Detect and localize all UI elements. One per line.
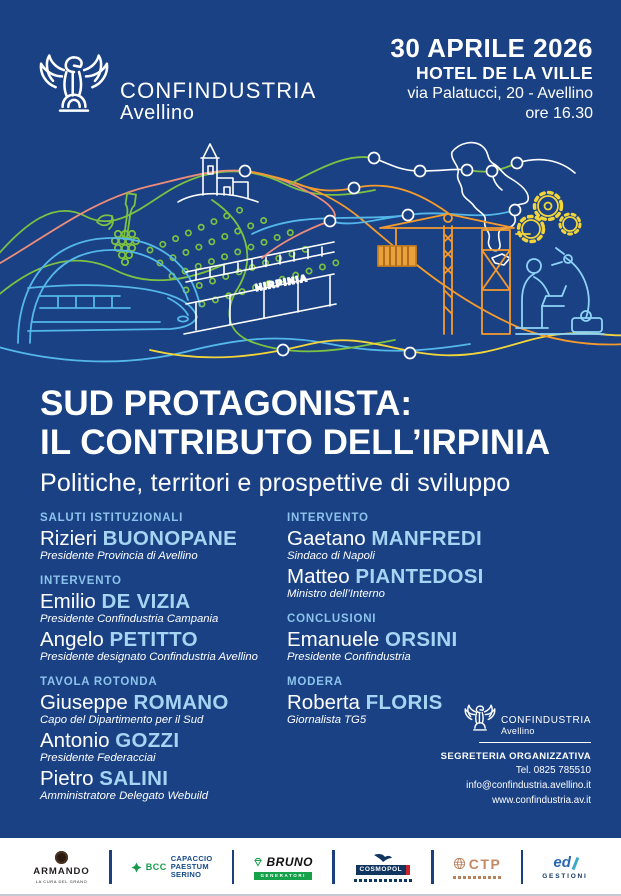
sponsor-divider xyxy=(109,850,112,884)
speaker-role: Presidente Confindustria xyxy=(287,651,411,663)
speaker-entry xyxy=(287,566,596,601)
program-section-label: TAVOLA ROTONDA xyxy=(40,676,158,688)
program-section-label: CONCLUSIONI xyxy=(287,613,377,625)
program-section-label: INTERVENTO xyxy=(287,512,369,524)
speaker-role: Presidente Provincia di Avellino xyxy=(40,550,198,562)
cosmopol-eagle-icon xyxy=(373,853,393,863)
line-art-illustration xyxy=(0,138,621,375)
speaker-last-name: FLORIS xyxy=(365,691,443,714)
program-section-label: INTERVENTO xyxy=(40,575,122,587)
secretariat-heading: SEGRETERIA ORGANIZZATIVA xyxy=(440,751,591,762)
confindustria-logo xyxy=(36,28,317,124)
sponsors-bar xyxy=(0,838,621,896)
speaker-role: Giornalista TG5 xyxy=(287,714,367,726)
title-line-2: IL CONTRIBUTO DELL’IRPINIA xyxy=(40,423,551,463)
secretariat-website: www.confindustria.av.it xyxy=(492,794,591,806)
ctp-name: CTP xyxy=(468,855,502,872)
speaker-first-name: Gaetano xyxy=(287,527,366,550)
speaker-first-name: Emilio xyxy=(40,590,96,613)
eagle-icon xyxy=(36,44,112,124)
event-info xyxy=(390,34,593,124)
eagle-icon xyxy=(463,700,497,736)
speaker-first-name: Giuseppe xyxy=(40,691,128,714)
speaker-role: Sindaco di Napoli xyxy=(287,550,375,562)
sponsor-cosmopol xyxy=(354,853,412,882)
secretariat-email: info@confindustria.avellino.it xyxy=(466,779,591,791)
bcc-text xyxy=(171,855,213,880)
speaker-entry xyxy=(40,591,287,626)
speaker-first-name: Roberta xyxy=(287,691,360,714)
speaker-last-name: PIANTEDOSI xyxy=(355,565,484,588)
station-illustration xyxy=(184,242,336,334)
cosmopol-name: COSMOPOL xyxy=(356,865,411,875)
contact-logo-city: Avellino xyxy=(500,725,535,736)
speaker-last-name: ROMANO xyxy=(133,691,229,714)
speaker-last-name: SALINI xyxy=(99,767,169,790)
station-sign-text: HIRPINIA xyxy=(254,272,310,294)
contact-logo-org: CONFINDUSTRIA xyxy=(500,714,591,726)
ed-tagline: GESTIONI xyxy=(542,872,588,880)
sponsor-divider xyxy=(431,850,434,884)
speaker-role: Ministro dell’Interno xyxy=(287,588,385,600)
bcc-logo-icon xyxy=(131,862,142,873)
logo-text xyxy=(120,79,317,124)
bruno-name: BRUNO xyxy=(266,854,313,869)
cosmopol-tagline-bar xyxy=(354,879,412,882)
logo-org: CONFINDUSTRIA xyxy=(120,78,317,104)
armando-logo-icon xyxy=(55,851,68,864)
title-block xyxy=(40,384,550,498)
ed-slash-icon xyxy=(572,857,579,870)
speaker-first-name: Emanuele xyxy=(287,628,380,651)
sponsor-ctp xyxy=(453,856,502,879)
speaker-entry xyxy=(40,629,287,664)
bcc-line3: SERINO xyxy=(170,870,202,880)
wine-grapes-illustration xyxy=(97,193,139,265)
bruno-diamond-icon xyxy=(253,857,263,867)
bcc-line2: PAESTUM xyxy=(170,861,209,871)
sponsor-armando xyxy=(33,851,90,884)
armando-name: ARMANDO xyxy=(33,865,90,877)
bruno-tagline: GENERATORI xyxy=(254,872,312,880)
speaker-entry xyxy=(40,768,287,803)
speaker-first-name: Matteo xyxy=(287,565,350,588)
logo-city: Avellino xyxy=(120,102,195,125)
sponsor-divider xyxy=(332,850,335,884)
speaker-role: Capo del Dipartimento per il Sud xyxy=(40,714,204,726)
sponsor-ed-gestioni xyxy=(542,855,587,880)
sponsor-bcc xyxy=(131,855,213,880)
sponsor-bruno xyxy=(253,855,313,880)
secretariat-phone: Tel. 0825 785510 xyxy=(515,765,591,777)
bcc-line1: CAPACCIO xyxy=(170,853,213,863)
speaker-first-name: Rizieri xyxy=(40,527,97,550)
network-lines xyxy=(252,157,575,258)
speaker-role: Presidente designato Confindustria Avellino xyxy=(40,651,258,663)
contact-divider xyxy=(479,742,591,743)
speaker-role: Presidente Confindustria Campania xyxy=(40,613,219,625)
header xyxy=(36,28,593,124)
speaker-entry xyxy=(40,528,287,563)
event-date: 30 APRILE 2026 xyxy=(390,33,593,63)
contact-logo xyxy=(421,700,591,736)
speaker-role: Presidente Federacciai xyxy=(40,752,156,764)
speaker-role: Amministratore Delegato Webuild xyxy=(40,790,209,802)
bcc-name: BCC xyxy=(145,862,167,872)
speaker-last-name: ORSINI xyxy=(385,628,458,651)
program-left-column xyxy=(40,512,287,806)
speaker-first-name: Antonio xyxy=(40,729,110,752)
speaker-entry xyxy=(40,730,287,765)
tunnel-illustration xyxy=(18,238,200,343)
speaker-first-name: Pietro xyxy=(40,767,94,790)
train-illustration xyxy=(28,285,197,331)
subtitle: Politiche, territori e prospettive di sviluppo xyxy=(40,469,511,498)
speaker-last-name: PETITTO xyxy=(109,628,198,651)
sponsor-divider xyxy=(521,850,524,884)
ctp-tagline-bar xyxy=(453,876,501,879)
ed-name: ed xyxy=(553,853,571,871)
speaker-last-name: MANFREDI xyxy=(371,527,482,550)
ctp-globe-icon xyxy=(453,857,466,870)
program-section-label: MODERA xyxy=(287,676,343,688)
speaker-last-name: DE VIZIA xyxy=(101,590,191,613)
event-venue: HOTEL DE LA VILLE xyxy=(416,62,593,83)
speaker-last-name: GOZZI xyxy=(115,729,180,752)
speaker-first-name: Angelo xyxy=(40,628,104,651)
sponsor-divider xyxy=(232,850,235,884)
speaker-entry xyxy=(40,692,287,727)
title-line-1: SUD PROTAGONISTA: xyxy=(40,384,413,423)
secretariat-block xyxy=(421,700,591,808)
event-address: via Palatucci, 20 - Avellino xyxy=(407,85,593,103)
program-section-label: SALUTI ISTITUZIONALI xyxy=(40,512,184,524)
armando-tagline: LA CURA DEL GRANO xyxy=(35,878,88,884)
event-time: ore 16.30 xyxy=(525,105,593,123)
robot-and-worker-illustration xyxy=(516,248,604,334)
speaker-entry xyxy=(287,629,596,664)
speaker-entry xyxy=(287,528,596,563)
speaker-last-name: BUONOPANE xyxy=(102,527,238,550)
